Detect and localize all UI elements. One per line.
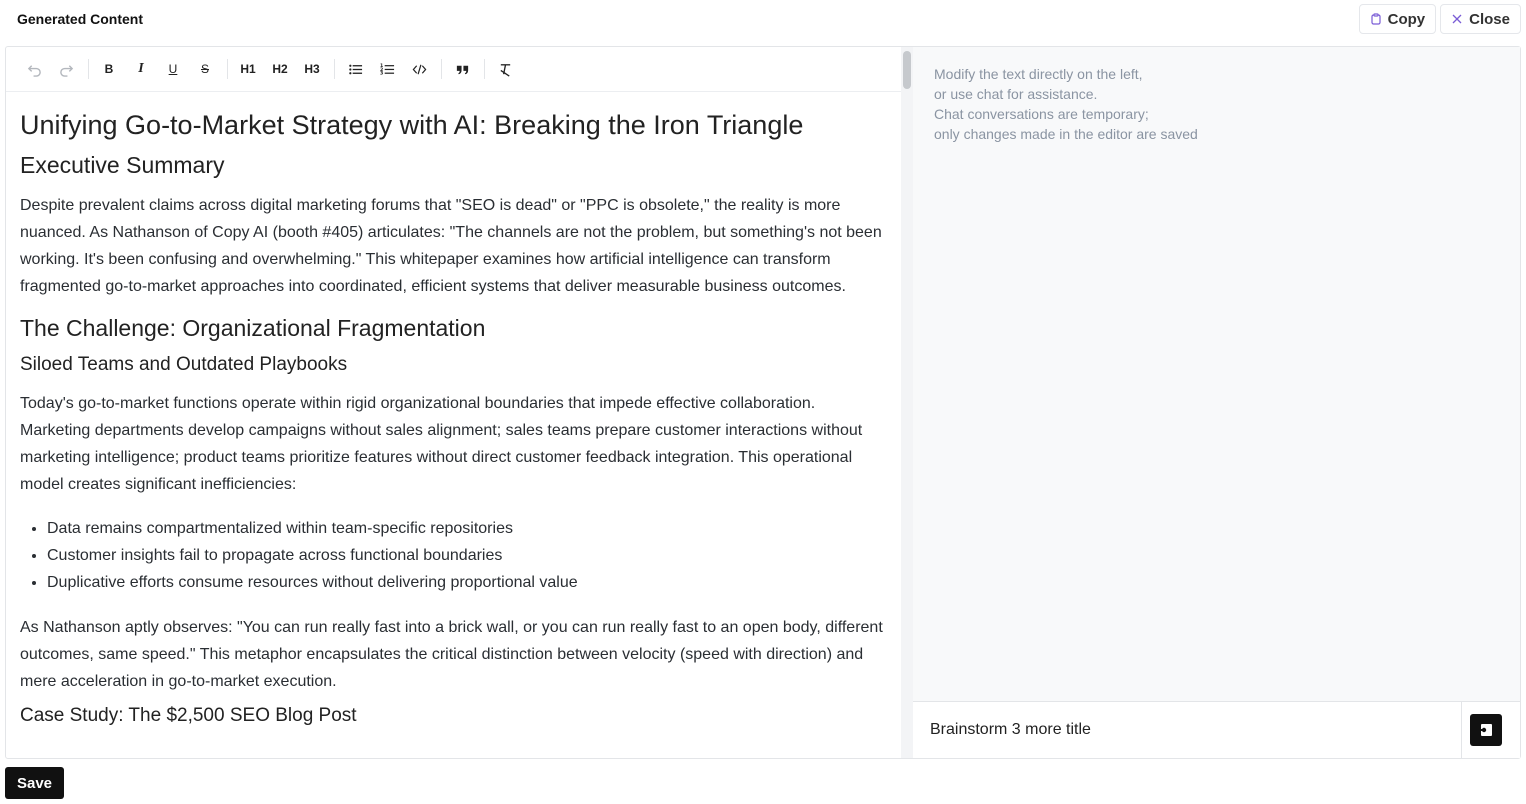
chat-hint xyxy=(934,64,1198,144)
bullet-list xyxy=(20,515,885,596)
code-icon xyxy=(412,62,427,77)
bullet-list-button[interactable] xyxy=(341,55,369,83)
heading-2-label: H2 xyxy=(272,62,288,76)
heading-3-label: H3 xyxy=(304,62,320,76)
ordered-list-button[interactable] xyxy=(373,55,401,83)
svg-text:2: 2 xyxy=(379,67,383,73)
svg-text:3: 3 xyxy=(379,71,383,77)
section-heading: The Challenge: Organizational Fragmentation xyxy=(20,315,486,341)
toolbar-divider xyxy=(88,59,89,79)
underline-icon: U xyxy=(168,62,178,76)
chat-pane xyxy=(913,47,1520,758)
send-button[interactable] xyxy=(1470,714,1502,746)
hint-line: Modify the text directly on the left, xyxy=(934,66,1143,82)
code-button[interactable] xyxy=(405,55,433,83)
scrollbar-thumb[interactable] xyxy=(903,51,911,89)
bullet-list-icon xyxy=(348,62,363,77)
clipboard-icon xyxy=(1370,13,1382,25)
copy-label: Copy xyxy=(1387,10,1426,28)
heading-1-button[interactable] xyxy=(234,55,262,83)
svg-text:1: 1 xyxy=(379,63,383,69)
send-icon xyxy=(1477,721,1495,739)
content-frame xyxy=(5,46,1521,759)
close-icon xyxy=(1451,13,1463,25)
close-label: Close xyxy=(1469,10,1510,28)
editor-scrollbar[interactable] xyxy=(901,47,913,758)
hint-line: only changes made in the editor are saved xyxy=(934,126,1198,142)
subsection-heading: Siloed Teams and Outdated Playbooks xyxy=(20,354,348,375)
strikethrough-icon: S xyxy=(200,62,209,76)
strikethrough-button[interactable] xyxy=(191,55,219,83)
toolbar-divider xyxy=(441,59,442,79)
paragraph: Despite prevalent claims across digital marketing forums that "SEO is dead" or "PPC is obsolete," the reality is more nuanced. As Nathanson of Copy AI (booth #405) articulates: "The channels are not the problem, but something's not been working. It's been confusing and overwhelming." This whitepaper examines how artificial intelligence can transform fragmented go-to-market approaches into coordinated, efficient systems that deliver measurable business outcomes. xyxy=(20,197,882,295)
close-button[interactable] xyxy=(1440,4,1521,34)
editor-pane xyxy=(6,47,913,758)
undo-button[interactable] xyxy=(20,55,48,83)
clear-format-icon xyxy=(498,62,513,77)
quote-icon xyxy=(455,62,470,77)
subsection-heading: Case Study: The $2,500 SEO Blog Post xyxy=(20,705,357,726)
list-item: • Duplicative efforts consume resources without delivering proportional value xyxy=(47,569,885,596)
toolbar-divider xyxy=(334,59,335,79)
italic-button[interactable] xyxy=(127,55,155,83)
header-actions xyxy=(1359,4,1521,34)
bold-icon: B xyxy=(104,62,114,76)
heading-3-button[interactable] xyxy=(298,55,326,83)
editor-toolbar xyxy=(6,47,901,92)
section-heading: Executive Summary xyxy=(20,152,225,178)
copy-button[interactable] xyxy=(1359,4,1437,34)
header-bar xyxy=(0,0,1526,40)
toolbar-divider xyxy=(484,59,485,79)
page-title: Generated Content xyxy=(17,11,144,27)
undo-icon xyxy=(27,62,42,77)
blockquote-button[interactable] xyxy=(448,55,476,83)
document-title: Unifying Go-to-Market Strategy with AI: Breaking the Iron Triangle xyxy=(20,110,804,140)
bold-button[interactable] xyxy=(95,55,123,83)
list-item: • Data remains compartmentalized within team-specific repositories xyxy=(47,515,885,542)
clear-format-button[interactable] xyxy=(491,55,519,83)
save-button[interactable]: Save xyxy=(5,767,64,799)
hint-line: or use chat for assistance. xyxy=(934,86,1098,102)
chat-input[interactable] xyxy=(913,702,1462,758)
editor-document[interactable] xyxy=(6,93,899,758)
italic-icon: I xyxy=(138,61,144,76)
redo-icon xyxy=(59,62,74,77)
hint-line: Chat conversations are temporary; xyxy=(934,106,1149,122)
paragraph: Today's go-to-market functions operate within rigid organizational boundaries that impede effective collaboration. Marketing departments develop campaigns without sales alignment; sales teams prepare customer interactions without marketing intelligence; product teams prioritize features without direct customer feedback integration. This operational model creates significant inefficiencies: xyxy=(20,395,863,493)
heading-2-button[interactable] xyxy=(266,55,294,83)
paragraph: As Nathanson aptly observes: "You can run really fast into a brick wall, or you can run really fast to an open body, different outcomes, same speed." This metaphor encapsulates the critical distinction between velocity (speed with direction) and mere acceleration in go-to-market execution. xyxy=(20,619,883,690)
toolbar-divider xyxy=(227,59,228,79)
underline-button[interactable] xyxy=(159,55,187,83)
list-item: • Customer insights fail to propagate across functional boundaries xyxy=(47,542,885,569)
ordered-list-icon xyxy=(380,62,395,77)
redo-button[interactable] xyxy=(52,55,80,83)
heading-1-label: H1 xyxy=(240,62,256,76)
chat-input-bar xyxy=(913,701,1520,758)
